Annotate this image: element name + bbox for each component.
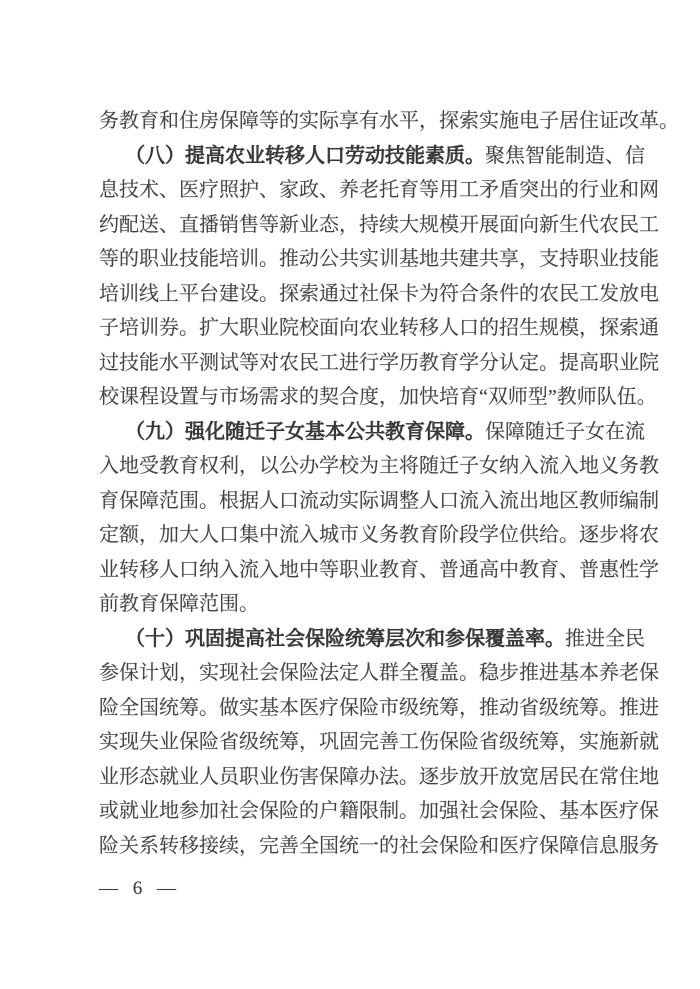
text-line	[99, 553, 659, 588]
text-segment: 培训线上平台建设。探索通过社保卡为符合条件的农民工发放电	[99, 282, 659, 305]
text-segment: 育保障范围。根据人口流动实际调整人口流入流出地区教师编制	[99, 489, 659, 512]
text-segment: 务教育和住房保障等的实际享有水平，探索实施电子居住证改革。	[99, 110, 679, 132]
text-segment: 校课程设置与市场需求的契合度，加快培育“双师型”教师队伍。	[99, 386, 657, 408]
document-body	[99, 104, 679, 863]
text-line	[99, 173, 659, 208]
text-segment: 聚焦智能制造、信	[485, 144, 645, 167]
text-line	[99, 794, 659, 829]
text-segment: 业形态就业人员职业伤害保障办法。逐步放开放宽居民在常住地	[99, 765, 659, 788]
text-line	[99, 656, 659, 691]
text-line	[99, 622, 645, 657]
text-segment: 业转移人口纳入流入地中等职业教育、普通高中教育、普惠性学	[99, 558, 659, 581]
paragraph-heading: （九）强化随迁子女基本公共教育保障。	[125, 420, 485, 443]
text-segment: 或就业地参加社会保险的户籍限制。加强社会保险、基本医疗保	[99, 800, 659, 822]
text-segment: 子培训券。扩大职业院校面向农业转移人口的招生规模，探索通	[99, 317, 659, 339]
page-number: — 6 —	[99, 878, 181, 899]
paragraph-heading: （八）提高农业转移人口劳动技能素质。	[125, 144, 485, 167]
text-segment: 息技术、医疗照护、家政、养老托育等用工矛盾突出的行业和网	[99, 179, 659, 201]
text-segment: 定额，加大人口集中流入城市义务教育阶段学位供给。逐步将农	[99, 524, 659, 546]
text-line	[99, 415, 645, 450]
text-line	[99, 380, 657, 415]
text-line	[99, 311, 659, 346]
text-segment: 险关系转移接续，完善全国统一的社会保险和医疗保障信息服务	[99, 834, 659, 857]
text-line	[99, 725, 659, 760]
text-line	[99, 691, 659, 726]
text-line	[99, 277, 659, 312]
text-line	[99, 484, 659, 519]
text-line	[99, 139, 645, 174]
text-line	[99, 346, 659, 381]
text-segment: 保障随迁子女在流	[485, 420, 645, 443]
text-segment: 约配送、直播销售等新业态，持续大规模开展面向新生代农民工	[99, 213, 659, 236]
text-segment: 参保计划，实现社会保险法定人群全覆盖。稳步推进基本养老保	[99, 662, 659, 684]
text-segment: 等的职业技能培训。推动公共实训基地共建共享，支持职业技能	[99, 248, 659, 270]
text-segment: 实现失业保险省级统筹，巩固完善工伤保险省级统筹，实施新就	[99, 731, 659, 753]
text-segment: 险全国统筹。做实基本医疗保险市级统筹，推动省级统筹。推进	[99, 696, 659, 719]
text-segment: 入地受教育权利，以公办学校为主将随迁子女纳入流入地义务教	[99, 455, 659, 477]
text-segment: 前教育保障范围。	[99, 593, 259, 615]
text-segment: 推进全民	[565, 627, 645, 650]
text-line	[99, 449, 659, 484]
text-line	[99, 518, 659, 553]
text-line	[99, 104, 679, 139]
text-line	[99, 242, 659, 277]
text-line	[99, 208, 659, 243]
paragraph-heading: （十）巩固提高社会保险统筹层次和参保覆盖率。	[125, 627, 565, 650]
text-line	[99, 587, 607, 622]
text-line	[99, 760, 659, 795]
text-line	[99, 829, 659, 864]
text-segment: 过技能水平测试等对农民工进行学历教育学分认定。提高职业院	[99, 351, 659, 374]
